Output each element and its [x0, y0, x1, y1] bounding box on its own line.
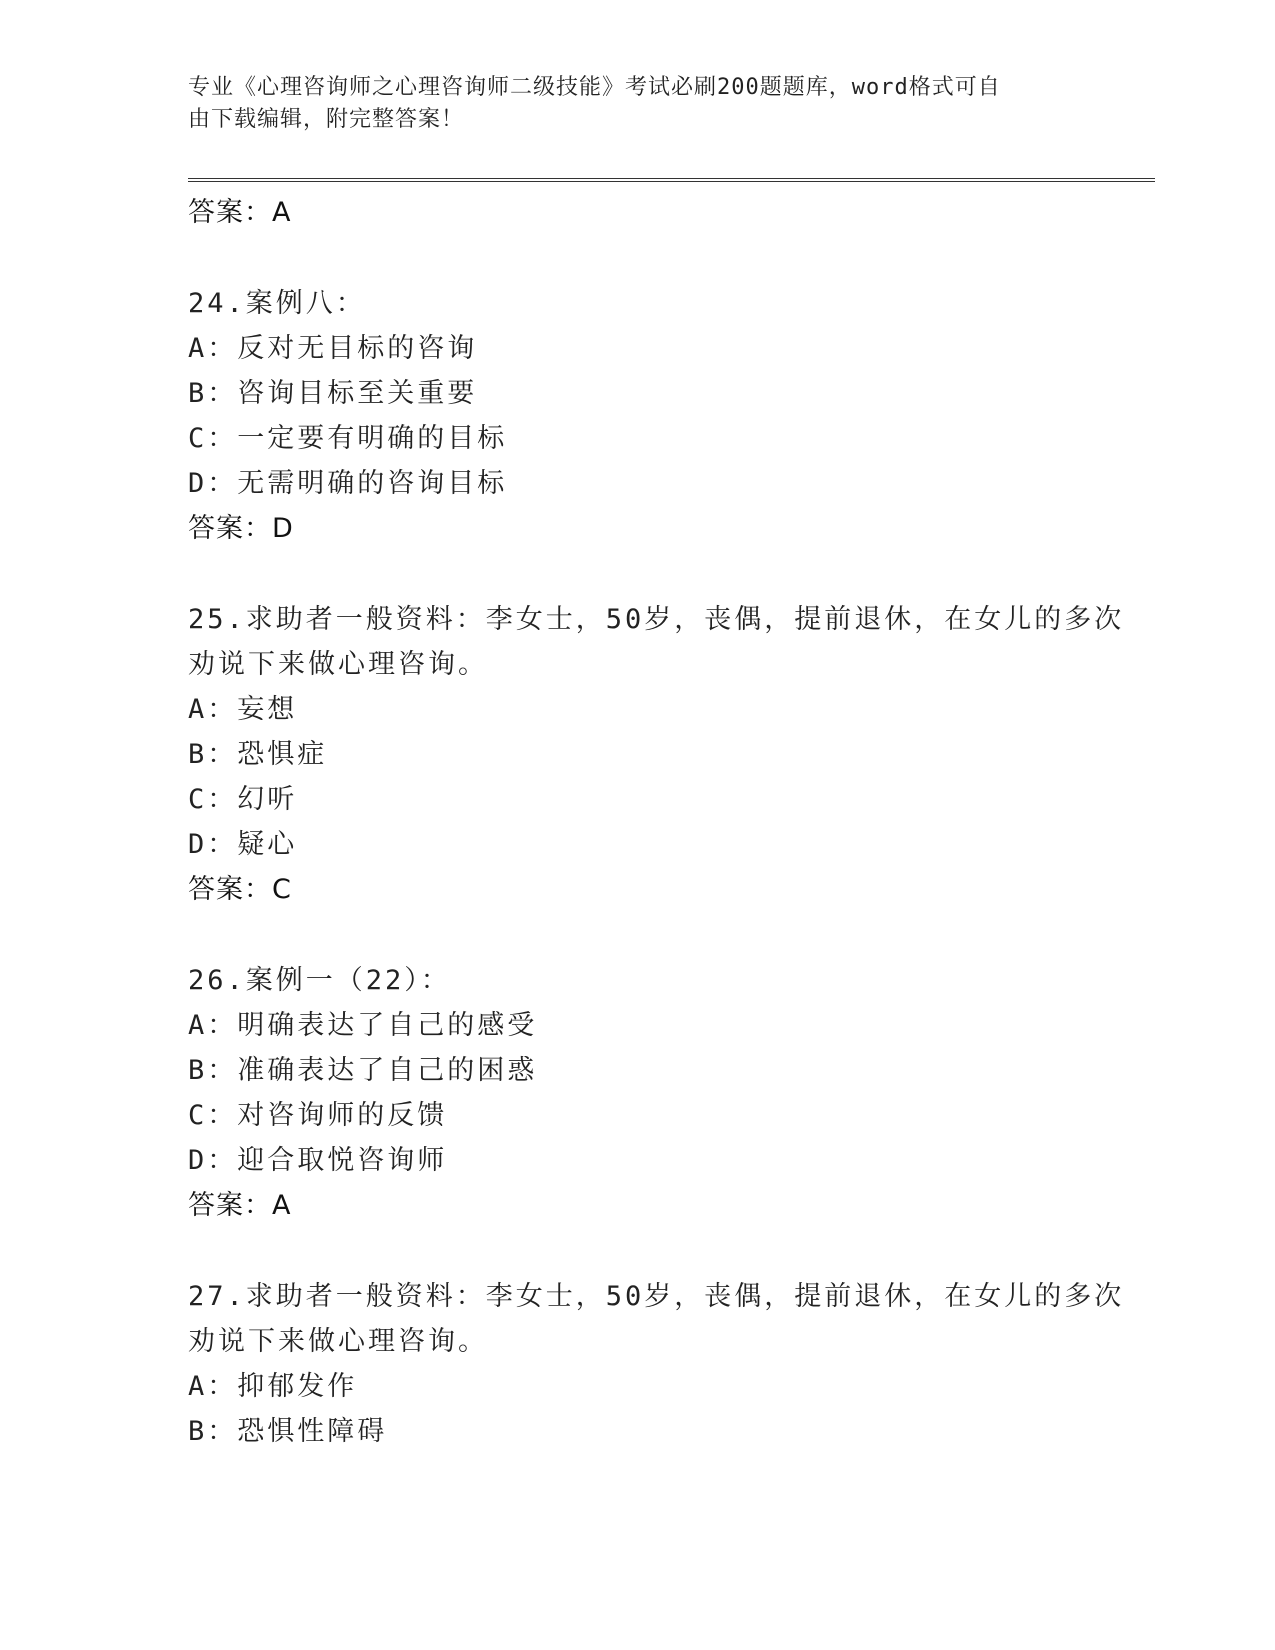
header-line-2: 由下载编辑，附完整答案！ — [188, 107, 465, 132]
question-block — [188, 958, 1148, 1228]
spacer — [188, 912, 1148, 958]
option-a: A：反对无目标的咨询 — [188, 333, 478, 364]
page-header — [188, 72, 1068, 136]
question-stem: 24.案例八： — [188, 288, 366, 319]
question-list — [188, 190, 1148, 1454]
option-d: D：无需明确的咨询目标 — [188, 468, 508, 499]
spacer — [188, 235, 1148, 281]
option-c: C：对咨询师的反馈 — [188, 1100, 448, 1131]
option-a: A：妄想 — [188, 694, 298, 725]
question-block — [188, 1274, 1148, 1454]
header-divider — [188, 178, 1155, 182]
option-b: B：准确表达了自己的困惑 — [188, 1055, 538, 1086]
question-stem-continued: 劝说下来做心理咨询。 — [188, 649, 488, 680]
option-d: D：迎合取悦咨询师 — [188, 1145, 448, 1176]
question-block — [188, 281, 1148, 551]
option-b: B：恐惧症 — [188, 739, 328, 770]
option-d: D：疑心 — [188, 829, 298, 860]
question-stem: 25.求助者一般资料：李女士，50岁，丧偶，提前退休，在女儿的多次 — [188, 604, 1125, 635]
option-c: C：一定要有明确的目标 — [188, 423, 508, 454]
option-c: C：幻听 — [188, 784, 298, 815]
option-b: B：恐惧性障碍 — [188, 1416, 388, 1447]
option-a: A：抑郁发作 — [188, 1371, 358, 1402]
question-stem-continued: 劝说下来做心理咨询。 — [188, 1326, 488, 1357]
option-b: B：咨询目标至关重要 — [188, 378, 478, 409]
option-a: A：明确表达了自己的感受 — [188, 1010, 538, 1041]
spacer — [188, 1228, 1148, 1274]
spacer — [188, 551, 1148, 597]
answer-line: 答案：A — [188, 1190, 292, 1221]
answer-line: 答案：A — [188, 197, 292, 228]
header-line-1: 专业《心理咨询师之心理咨询师二级技能》考试必刷200题题库，word格式可自 — [188, 75, 1001, 100]
question-block — [188, 597, 1148, 912]
answer-line: 答案：D — [188, 513, 294, 544]
answer-line: 答案：C — [188, 874, 292, 905]
question-stem: 27.求助者一般资料：李女士，50岁，丧偶，提前退休，在女儿的多次 — [188, 1281, 1125, 1312]
question-stem: 26.案例一（22）： — [188, 965, 451, 996]
